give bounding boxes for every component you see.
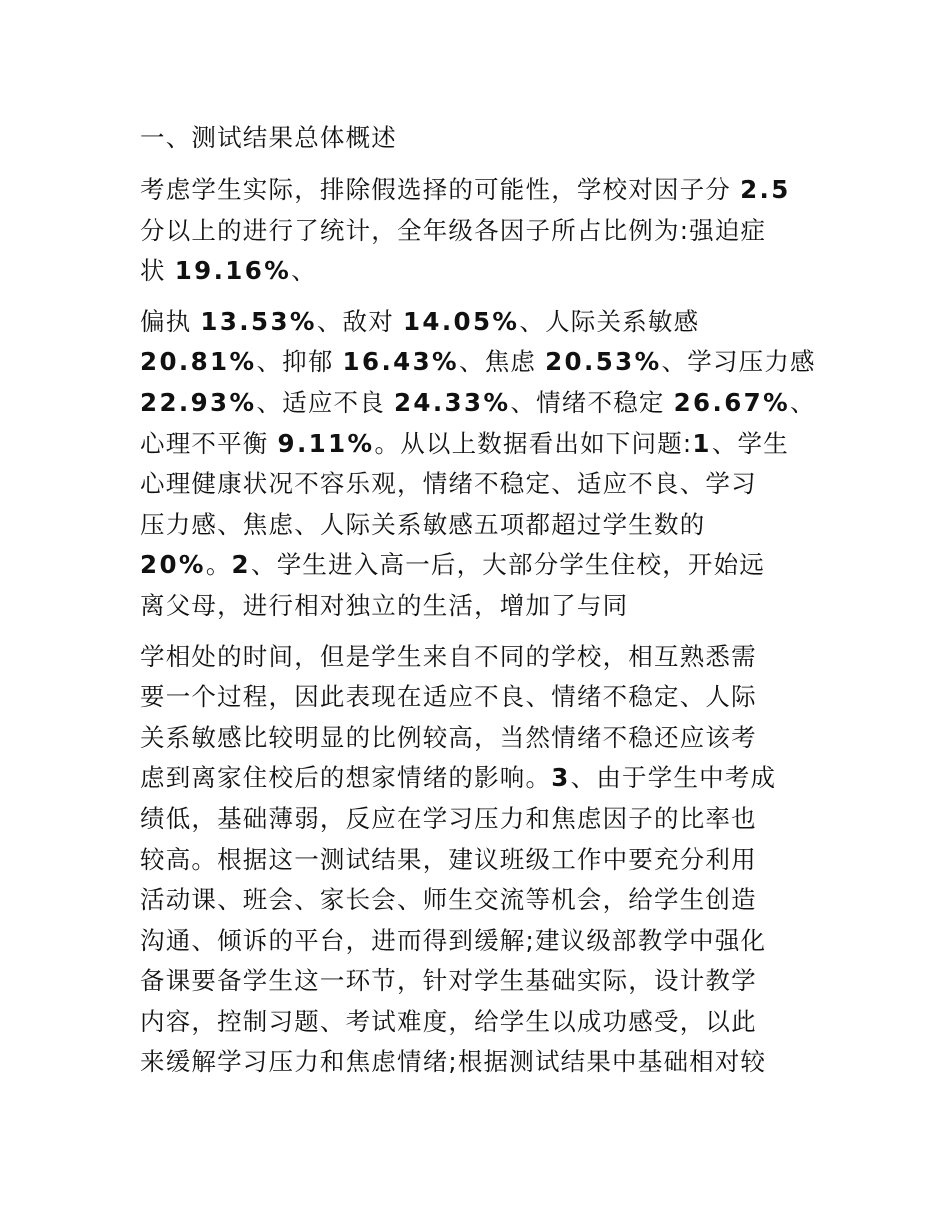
text-segment: 。	[205, 550, 232, 580]
text-segment: 沟通、倾诉的平台，进而得到缓解;建议级部教学中强化	[140, 925, 767, 955]
bold-number: 24.33%	[393, 387, 511, 417]
text-line	[140, 799, 820, 840]
text-line	[140, 637, 820, 678]
text-segment: 、	[790, 387, 816, 417]
text-segment: 。从以上数据看出如下问题:	[374, 428, 693, 458]
text-segment: 较高。根据这一测试结果，建议班级工作中要充分利用	[140, 844, 757, 874]
text-line	[140, 545, 820, 586]
paragraph	[140, 170, 820, 292]
bold-number: 1	[692, 428, 712, 458]
text-line	[140, 880, 820, 921]
bold-number: 20%	[140, 550, 206, 580]
text-segment: 、抑郁	[256, 347, 343, 377]
bold-number: 13.53%	[200, 306, 317, 336]
text-segment: 、学习压力感	[661, 347, 816, 377]
text-line	[140, 211, 820, 252]
paragraph-gap	[140, 627, 820, 637]
text-segment: 心理不平衡	[140, 428, 278, 458]
text-line	[140, 302, 820, 343]
text-segment: 、情绪不稳定	[510, 387, 674, 417]
text-line	[140, 383, 820, 424]
text-segment: 、焦虑	[459, 347, 546, 377]
bold-number: 26.67%	[673, 387, 791, 417]
text-segment: 活动课、班会、家长会、师生交流等机会，给学生创造	[140, 885, 757, 915]
document-body	[140, 116, 820, 1083]
paragraph-gap	[140, 292, 820, 302]
text-segment: 考虑学生实际，排除假选择的可能性，学校对因子分	[140, 175, 741, 204]
text-segment: 内容，控制习题、考试难度，给学生以成功感受，以此	[140, 1006, 757, 1036]
text-segment: 学相处的时间，但是学生来自不同的学校，相互熟悉需	[140, 641, 757, 671]
section-heading: 一、测试结果总体概述	[140, 123, 397, 152]
text-line	[140, 758, 820, 799]
paragraph	[140, 637, 820, 1084]
text-segment: 心理健康状况不容乐观，情绪不稳定、适应不良、学习	[140, 469, 757, 499]
text-segment: 、	[291, 256, 317, 286]
text-line	[140, 1002, 820, 1043]
paragraph	[140, 302, 820, 627]
text-line	[140, 342, 820, 383]
text-segment: 、学生进入高一后，大部分学生住校，开始远	[251, 550, 765, 580]
spacer	[140, 160, 820, 170]
text-segment: 绩低，基础薄弱，反应在学习压力和焦虑因子的比率也	[140, 803, 757, 833]
text-line	[140, 586, 820, 627]
text-line	[140, 961, 820, 1002]
text-line	[140, 1042, 820, 1083]
bold-number: 2	[231, 550, 251, 580]
text-segment: 备课要备学生这一环节，针对学生基础实际，设计教学	[140, 966, 757, 996]
bold-number: 3	[551, 763, 571, 793]
text-segment: 分以上的进行了统计，全年级各因子所占比例为:强迫症	[140, 215, 767, 245]
text-line	[140, 251, 820, 292]
text-segment: 压力感、焦虑、人际关系敏感五项都超过学生数的	[140, 509, 706, 539]
bold-number: 20.81%	[140, 347, 257, 377]
text-segment: 、学生	[711, 428, 789, 458]
bold-number: 22.93%	[140, 387, 257, 417]
text-segment: 状	[140, 256, 175, 286]
bold-number: 20.53%	[545, 347, 662, 377]
text-line	[140, 840, 820, 881]
text-segment: 离父母，进行相对独立的生活，增加了与同	[140, 590, 629, 620]
text-line	[140, 170, 820, 211]
text-line	[140, 921, 820, 962]
text-segment: 、由于学生中考成	[570, 763, 777, 793]
text-line	[140, 718, 820, 759]
text-segment: 要一个过程，因此表现在适应不良、情绪不稳定、人际	[140, 682, 757, 712]
text-line	[140, 505, 820, 546]
text-segment: 、人际关系敏感	[519, 306, 700, 336]
text-segment: 来缓解学习压力和焦虑情绪;根据测试结果中基础相对较	[140, 1047, 767, 1077]
text-segment: 、敌对	[316, 306, 403, 336]
text-line	[140, 677, 820, 718]
bold-number: 16.43%	[342, 347, 459, 377]
text-line	[140, 464, 820, 505]
bold-number: 9.11%	[277, 428, 375, 458]
text-segment: 关系敏感比较明显的比例较高，当然情绪不稳还应该考	[140, 722, 757, 752]
bold-number: 14.05%	[402, 306, 520, 336]
bold-number: 19.16%	[174, 256, 292, 286]
bold-number: 2.5	[740, 175, 791, 204]
text-segment: 虑到离家住校后的想家情绪的影响。	[140, 763, 552, 793]
text-segment: 、适应不良	[256, 387, 394, 417]
text-line	[140, 424, 820, 465]
text-segment: 偏执	[140, 306, 201, 336]
